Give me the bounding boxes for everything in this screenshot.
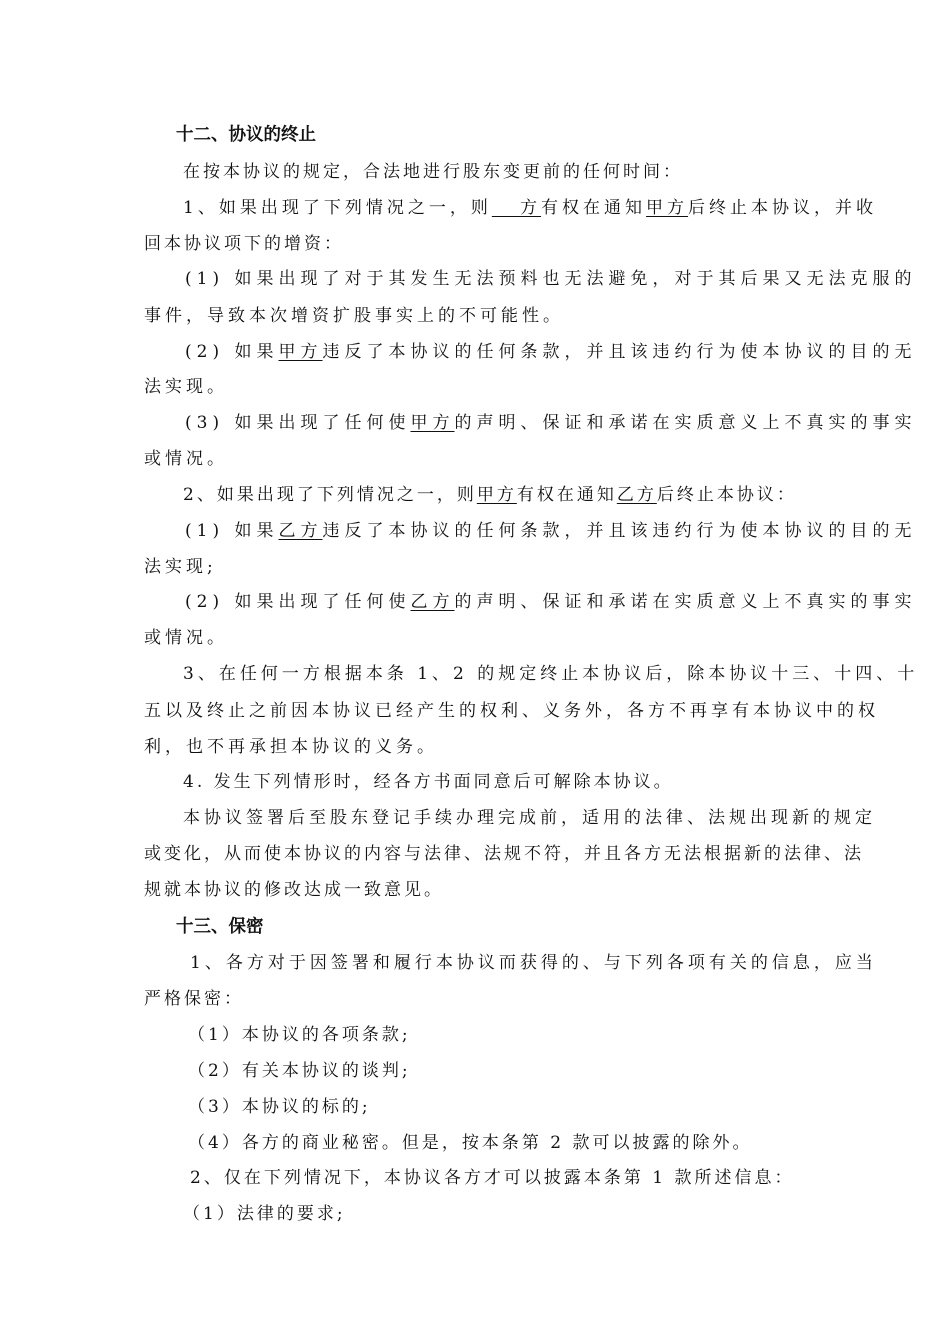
clause-12-2-line1 [183, 484, 797, 506]
clause-12-1-1-line2: 事件，导致本次增资扩股事实上的不可能性。 [144, 306, 564, 326]
clause-12-3-line2: 五以及终止之前因本协议已经产生的权利、义务外，各方不再享有本协议中的权 [144, 701, 879, 721]
clause-text: (1) 如果 [185, 521, 279, 541]
clause-12-4-text-line2: 或变化，从而使本协议的内容与法律、法规不符，并且各方无法根据新的法律、法 [144, 844, 864, 864]
clause-12-1-1-line1: (1) 如果出现了对于其发生无法预料也无法避免，对于其后果又无法克服的 [185, 269, 917, 289]
clause-12-1-line2: 回本协议项下的增资： [144, 234, 344, 254]
clause-12-4-text-line1: 本协议签署后至股东登记手续办理完成前，适用的法律、法规出现新的规定 [183, 808, 876, 828]
list-item: （2）有关本协议的谈判; [188, 1061, 411, 1081]
clause-text: (2) 如果 [185, 342, 279, 362]
clause-13-1-line1: 1、各方对于因签署和履行本协议而获得的、与下列各项有关的信息，应当 [190, 953, 877, 973]
clause-12-4-text-line3: 规就本协议的修改达成一致意见。 [144, 880, 444, 900]
clause-12-1-line1 [183, 197, 877, 219]
party-name: 甲方 [278, 342, 323, 362]
clause-text: 的声明、保证和承诺在实质意义上不真实的事实 [454, 413, 917, 433]
clause-text: 违反了本协议的任何条款，并且该违约行为使本协议的目的无 [322, 342, 917, 362]
clause-12-1-2-line2: 法实现。 [144, 377, 228, 397]
party-name: 甲方 [476, 485, 517, 505]
clause-text: 后终止本协议： [656, 485, 797, 505]
list-item: （4）各方的商业秘密。但是，按本条第 2 款可以披露的除外。 [188, 1133, 753, 1153]
clause-12-2-1-line1 [185, 520, 916, 542]
clause-12-3-line3: 利，也不再承担本协议的义务。 [144, 737, 438, 757]
clause-12-3-line1: 3、在任何一方根据本条 1、2 的规定终止本协议后，除本协议十三、十四、十 [183, 664, 919, 684]
party-name: 甲方 [410, 413, 455, 433]
clause-text: 违反了本协议的任何条款，并且该违约行为使本协议的目的无 [322, 521, 917, 541]
party-name: 乙方 [278, 521, 323, 541]
party-name: 乙方 [616, 485, 657, 505]
clause-12-2-2-line2: 或情况。 [144, 628, 228, 648]
clause-12-2-2-line1 [185, 591, 916, 613]
clause-text: (2) 如果出现了任何使 [185, 592, 411, 612]
clause-text: 有权在通知 [516, 485, 617, 505]
clause-12-1-3-line1 [185, 412, 916, 434]
clause-text: 的声明、保证和承诺在实质意义上不真实的事实 [454, 592, 917, 612]
section-12-intro: 在按本协议的规定，合法地进行股东变更前的任何时间： [183, 162, 683, 182]
clause-text: 1、如果出现了下列情况之一，则 [183, 198, 492, 218]
blank-party-field: 方 [491, 198, 542, 218]
clause-12-4: 4. 发生下列情形时，经各方书面同意后可解除本协议。 [183, 772, 674, 792]
clause-12-2-1-line2: 法实现; [144, 557, 217, 577]
clause-text: 后终止本协议，并收 [688, 198, 878, 218]
clause-text: (3) 如果出现了任何使 [185, 413, 411, 433]
clause-12-1-2-line1 [185, 341, 916, 363]
list-item: （3）本协议的标的; [188, 1097, 371, 1117]
clause-12-1-3-line2: 或情况。 [144, 449, 228, 469]
list-item: （1）本协议的各项条款; [188, 1025, 411, 1045]
list-item: （1）法律的要求; [183, 1204, 346, 1224]
party-name: 乙方 [410, 592, 455, 612]
clause-13-2: 2、仅在下列情况下，本协议各方才可以披露本条第 1 款所述信息： [190, 1168, 795, 1188]
clause-text: 有权在通知 [541, 198, 647, 218]
party-name: 甲方 [646, 198, 689, 218]
clause-text: 2、如果出现了下列情况之一，则 [183, 485, 477, 505]
section-13-heading: 十三、保密 [176, 917, 264, 937]
section-12-heading: 十二、协议的终止 [176, 125, 316, 145]
clause-13-1-line2: 严格保密： [144, 989, 244, 1009]
